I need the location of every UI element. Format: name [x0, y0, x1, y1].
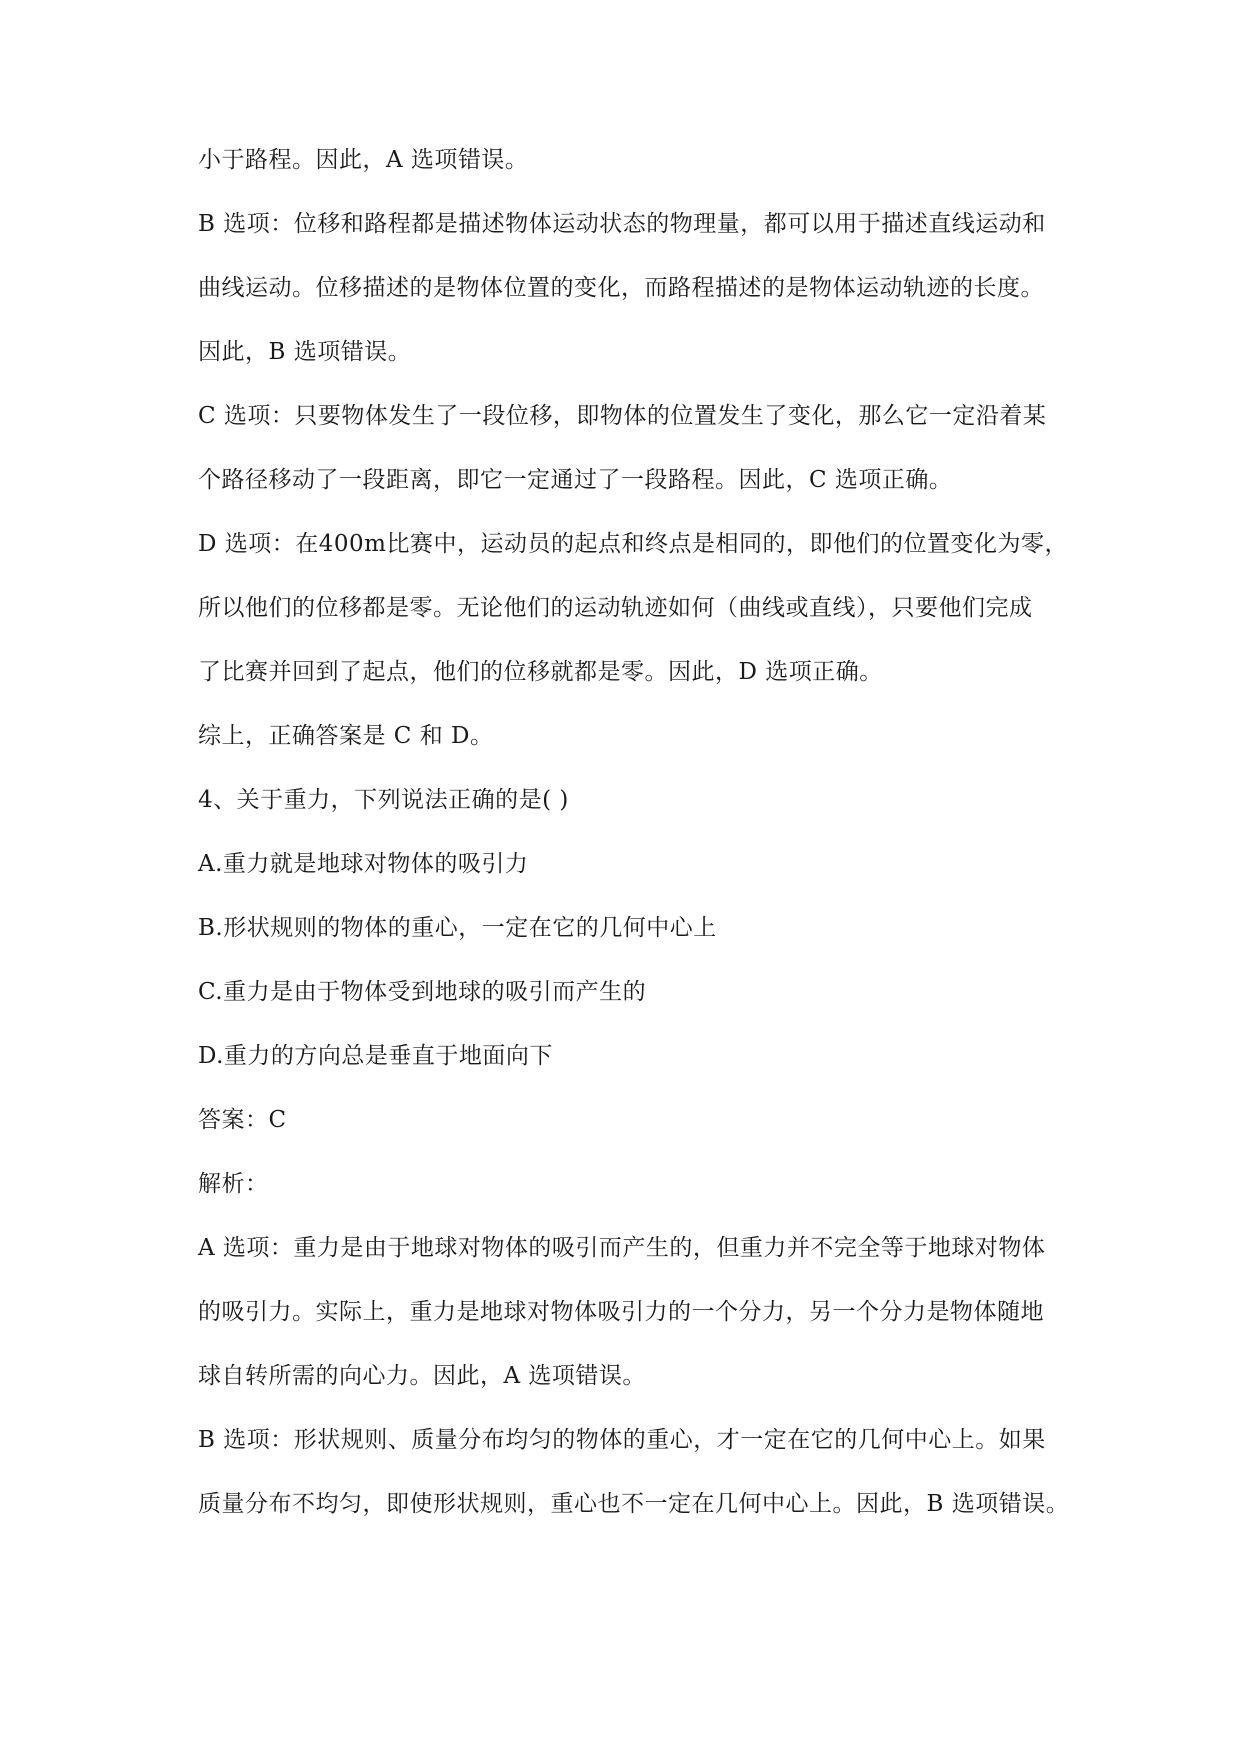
- option-d: D.重力的方向总是垂直于地面向下: [198, 1043, 553, 1069]
- text-line: 个路径移动了一段距离，即它一定通过了一段路程。因此，C 选项正确。: [198, 467, 953, 493]
- text-line: B 选项：位移和路程都是描述物体运动状态的物理量，都可以用于描述直线运动和: [198, 211, 1046, 237]
- question-stem: 4、关于重力，下列说法正确的是( ): [198, 787, 569, 813]
- summary-line: 综上，正确答案是 C 和 D。: [198, 723, 494, 749]
- text-line: B 选项：形状规则、质量分布均匀的物体的重心，才一定在它的几何中心上。如果: [198, 1427, 1046, 1453]
- text-line: 所以他们的位移都是零。无论他们的运动轨迹如何（曲线或直线），只要他们完成: [198, 595, 1033, 621]
- text-line: 曲线运动。位移描述的是物体位置的变化，而路程描述的是物体运动轨迹的长度。: [198, 275, 1044, 301]
- text-line: 的吸引力。实际上，重力是地球对物体吸引力的一个分力，另一个分力是物体随地: [198, 1299, 1044, 1325]
- text-line: D 选项：在400m比赛中，运动员的起点和终点是相同的，即他们的位置变化为零，: [198, 531, 1068, 557]
- text-line: 小于路程。因此，A 选项错误。: [198, 147, 529, 173]
- text-line: 质量分布不均匀，即使形状规则，重心也不一定在几何中心上。因此，B 选项错误。: [198, 1491, 1070, 1517]
- option-c: C.重力是由于物体受到地球的吸引而产生的: [198, 979, 647, 1005]
- text-line: 球自转所需的向心力。因此，A 选项错误。: [198, 1363, 646, 1389]
- text-line: 因此，B 选项错误。: [198, 339, 412, 365]
- answer-line: 答案：C: [198, 1107, 287, 1133]
- option-b: B.形状规则的物体的重心，一定在它的几何中心上: [198, 915, 717, 941]
- text-line: C 选项：只要物体发生了一段位移，即物体的位置发生了变化，那么它一定沿着某: [198, 403, 1047, 429]
- option-a: A.重力就是地球对物体的吸引力: [198, 851, 529, 877]
- document-body: [198, 140, 1098, 1548]
- analysis-heading: 解析：: [198, 1171, 269, 1197]
- text-line: 了比赛并回到了起点，他们的位移就都是零。因此，D 选项正确。: [198, 659, 883, 685]
- text-line: A 选项：重力是由于地球对物体的吸引而产生的，但重力并不完全等于地球对物体: [198, 1235, 1046, 1261]
